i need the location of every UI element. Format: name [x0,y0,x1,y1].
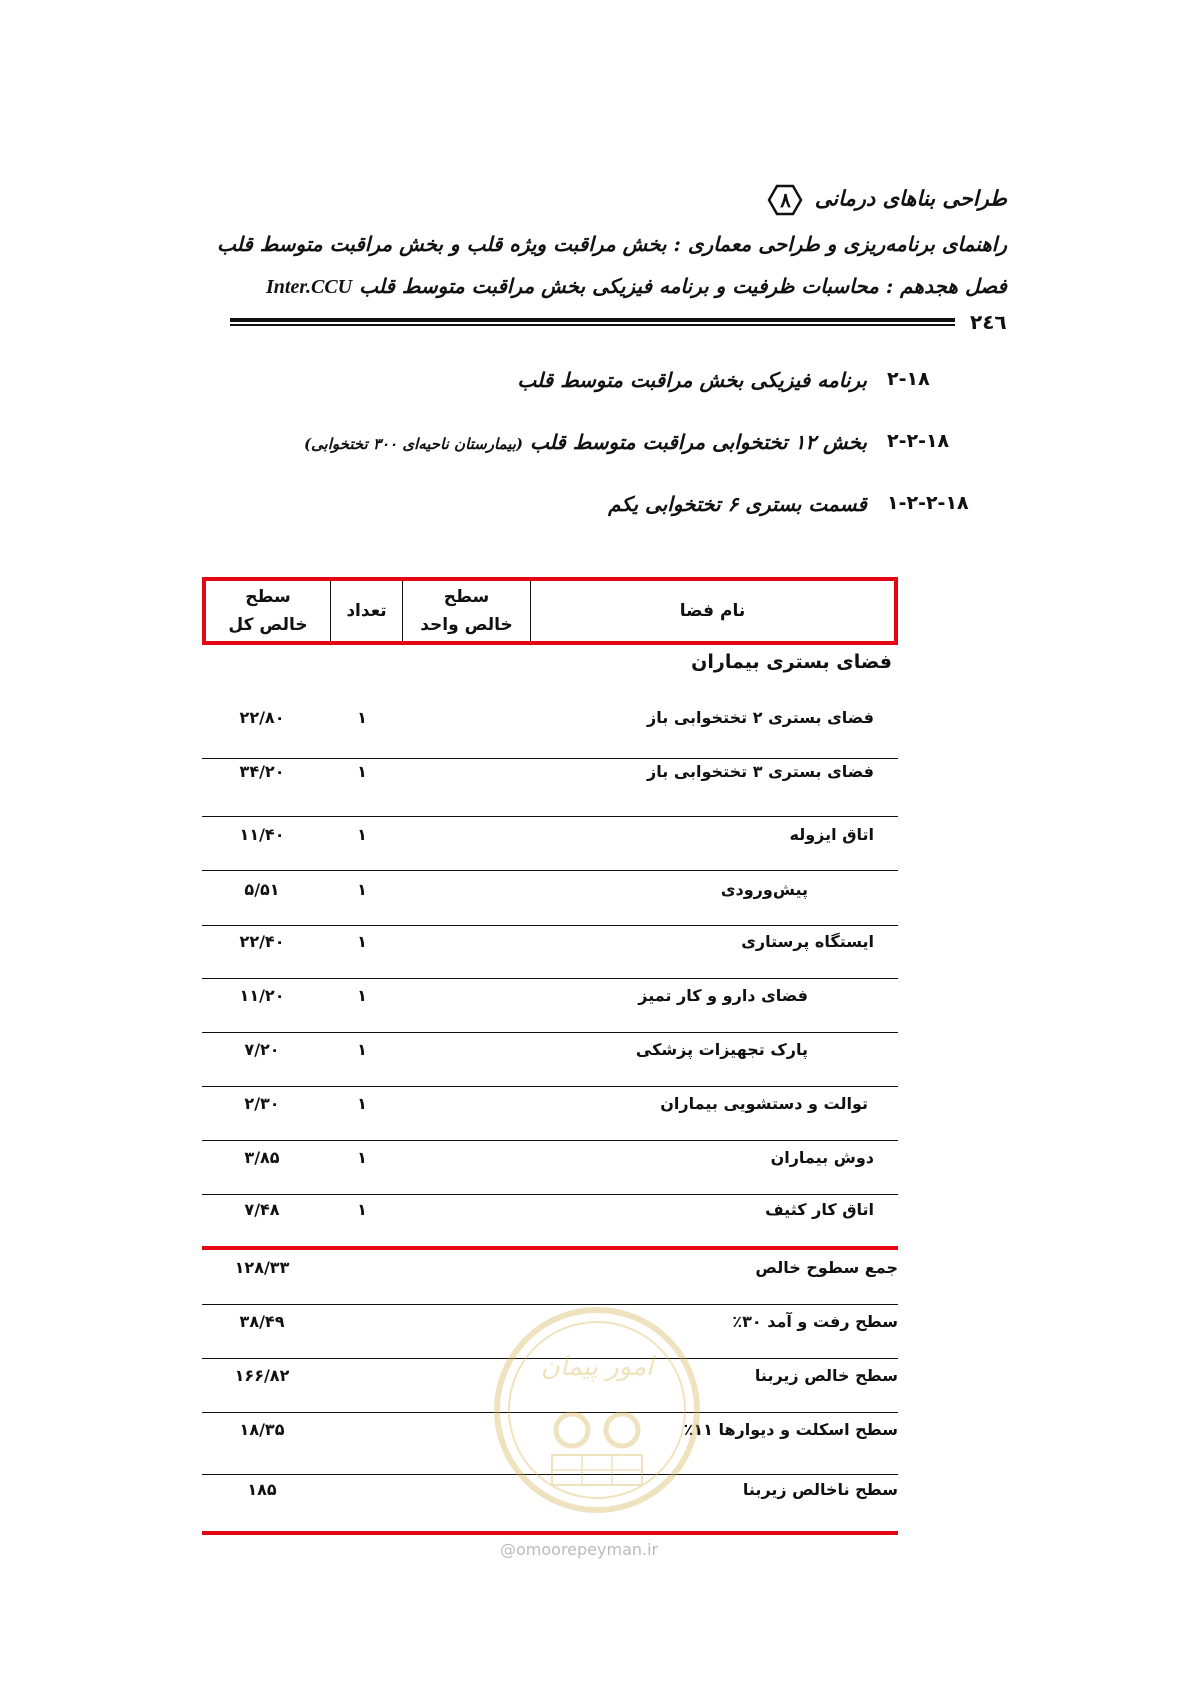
row-divider [202,1140,898,1141]
header-rule-thin [230,324,955,326]
series-number: ۸ [780,188,791,212]
space-name: فضای بستری ۲ تختخوابی باز [647,708,874,727]
space-count: ۱ [357,825,367,844]
summary-name: جمع سطوح خالص [755,1258,898,1277]
guide-title: راهنمای برنامه‌ریزی و طراحی معماری : بخش مراقبت ویژه قلب و بخش مراقبت متوسط قلب [217,232,1007,256]
row-divider [202,816,898,817]
space-total-area: ۵/۵۱ [244,880,280,899]
space-name: دوش بیماران [770,1148,874,1167]
chapter-title [205,274,1007,299]
section-number: ۱-۲-۲-۱۸ [887,492,969,514]
chapter-title-text: فصل هجدهم : محاسبات ظرفیت و برنامه فیزیکی بخش مراقبت متوسط قلب [359,274,1007,298]
space-count: ۱ [357,1040,367,1059]
summary-total: ۱۸/۳۵ [239,1420,285,1439]
space-name: فضای دارو و کار تمیز [638,986,808,1005]
summary-total: ۱۶۶/۸۲ [234,1366,290,1385]
space-count: ۱ [357,762,367,781]
row-divider [202,870,898,871]
row-divider [202,1194,898,1195]
space-total-area: ۲۲/۴۰ [239,932,285,951]
section-heading [230,368,1007,402]
space-name: ایستگاه پرستاری [741,932,874,951]
summary-name: سطح اسکلت و دیوارها ۱۱٪ [683,1420,898,1439]
space-total-area: ۱۱/۴۰ [239,825,285,844]
page-number: ٢٤٦ [970,310,1007,334]
space-name: اتاق کار کثیف [765,1200,874,1219]
space-count: ۱ [357,932,367,951]
table-bottom-rule [202,1531,898,1535]
section-title-note: (بیمارستان ناحیه‌ای ۳۰۰ تختخوابی) [303,435,524,453]
space-total-area: ۱۱/۲۰ [239,986,285,1005]
summary-name: سطح خالص زیربنا [754,1366,898,1385]
section-title-text: بخش ۱۲ تختخوابی مراقبت متوسط قلب [529,430,867,454]
summary-name: سطح ناخالص زیربنا [742,1480,898,1499]
row-divider [202,758,898,759]
space-total-area: ۳/۸۵ [244,1148,280,1167]
summary-total: ۳۸/۴۹ [239,1312,285,1331]
space-total-area: ۲/۳۰ [244,1094,280,1113]
chapter-title-latin: Inter.CCU [265,276,353,298]
section-number: ۲-۱۸ [887,368,930,390]
row-divider [202,1086,898,1087]
row-divider [202,1032,898,1033]
header-total-area: سطح خالص کل [228,587,308,635]
series-title-text: طراحی بناهای درمانی [814,185,1007,211]
space-total-area: ۳۴/۲۰ [239,762,285,781]
header-unit-area: سطح خالص واحد [402,581,530,641]
section-title: برنامه فیزیکی بخش مراقبت متوسط قلب [517,368,867,392]
space-count: ۱ [357,1094,367,1113]
section-number: ۲-۲-۱۸ [887,430,950,452]
group-title: فضای بستری بیماران [691,651,892,673]
summary-total: ۱۸۵ [247,1480,277,1499]
watermark-logo-icon [492,1305,702,1515]
series-title [205,184,1007,216]
summary-name: سطح رفت و آمد ۳۰٪ [732,1312,898,1331]
space-total-area: ۷/۴۸ [244,1200,280,1219]
space-count: ۱ [357,1200,367,1219]
row-divider [202,978,898,979]
space-name: پیش‌ورودی [720,880,808,899]
series-number-badge [765,184,805,216]
table-header [202,577,898,645]
header-space-name: نام فضا [530,581,894,641]
space-total-area: ۲۲/۸۰ [239,708,285,727]
space-count: ۱ [357,1148,367,1167]
section-title [304,430,867,454]
summary-total: ۱۲۸/۳۳ [234,1258,290,1277]
space-name: توالت و دستشویی بیماران [660,1094,868,1113]
section-heading [230,492,1007,526]
space-name: پارک تجهیزات پزشکی [635,1040,808,1059]
row-divider [202,925,898,926]
space-count: ۱ [357,708,367,727]
header-count: تعداد [330,581,402,641]
space-count: ۱ [357,986,367,1005]
section-title: قسمت بستری ۶ تختخوابی یکم [608,492,867,516]
space-name: اتاق ایزوله [789,825,874,844]
header-rule-thick [230,318,955,322]
space-name: فضای بستری ۳ تختخوابی باز [647,762,874,781]
watermark-text: @omoorepeyman.ir [500,1540,659,1559]
space-count: ۱ [357,880,367,899]
section-heading [230,430,1007,464]
summary-divider [202,1246,898,1250]
svg-text:امور پیمان: امور پیمان [540,1352,654,1382]
space-total-area: ۷/۲۰ [244,1040,280,1059]
